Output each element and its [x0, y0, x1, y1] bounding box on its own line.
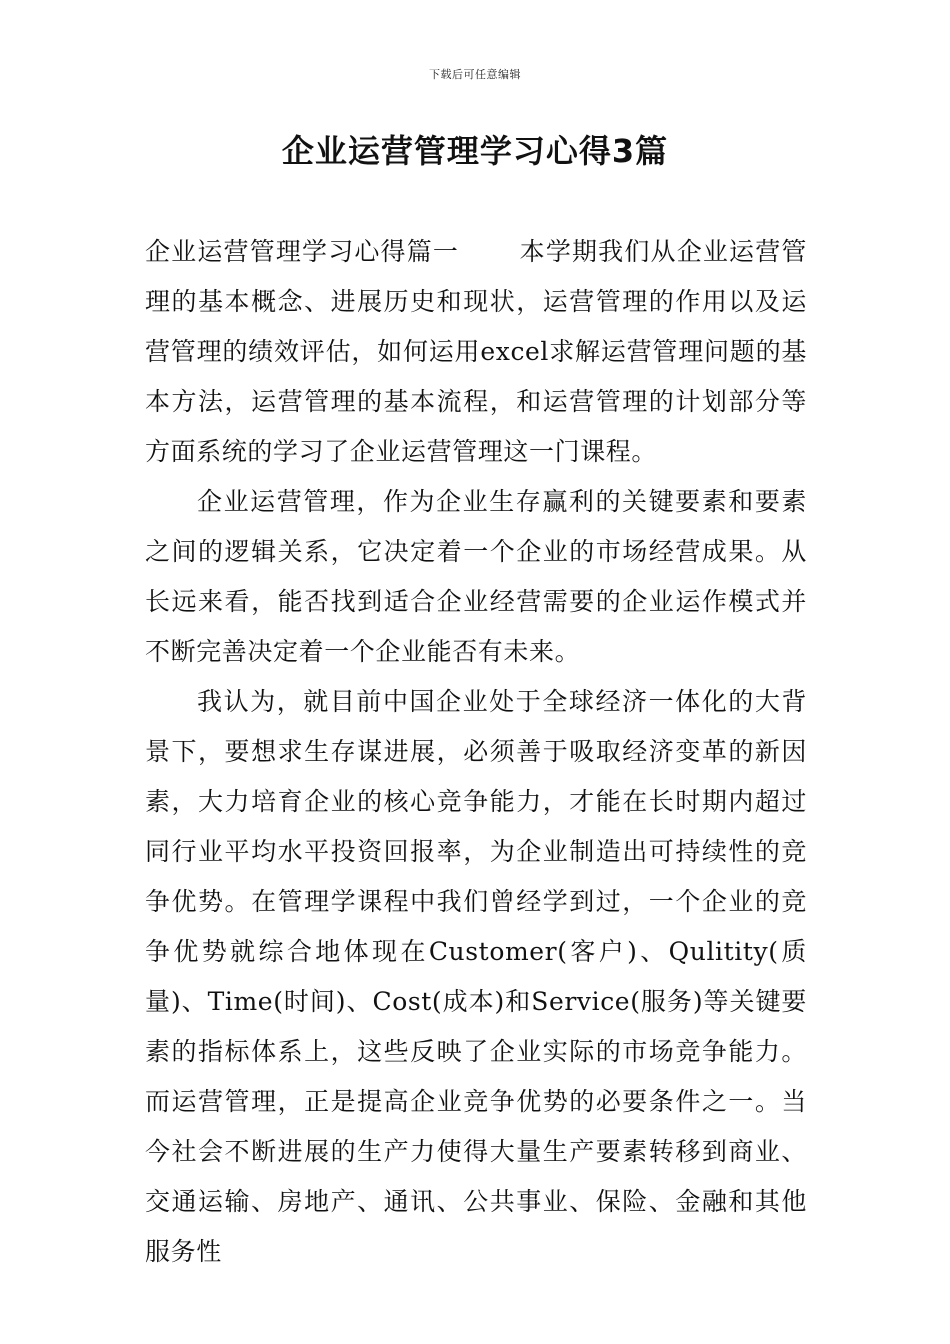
section-heading: 企业运营管理学习心得篇一: [145, 237, 460, 266]
document-title: 企业运营管理学习心得3篇: [281, 132, 669, 170]
header-note: 下载后可任意编辑: [429, 68, 521, 81]
document-body: [145, 227, 807, 1277]
paragraph-1: [145, 227, 807, 477]
paragraph-1-text: 本学期我们从企业运营管理的基本概念、进展历史和现状，运营管理的作用以及运营管理的绩效评估，如何运用excel求解运营管理问题的基本方法，运营管理的基本流程，和运营管理的计划部分等方面系统的学习了企业运营管理这一门课程。: [145, 237, 808, 466]
paragraph-3: 我认为，就目前中国企业处于全球经济一体化的大背景下，要想求生存谋进展，必须善于吸取经济变革的新因素，大力培育企业的核心竞争能力，才能在长时期内超过同行业平均水平投资回报率，为企业制造出可持续性的竞争优势。在管理学课程中我们曾经学到过，一个企业的竞争优势就综合地体现在Customer(客户)、Qulitity(质量)、Time(时间)、Cost(成本)和Service(服务)等关键要素的指标体系上，这些反映了企业实际的市场竞争能力。而运营管理，正是提高企业竞争优势的必要条件之一。当今社会不断进展的生产力使得大量生产要素转移到商业、交通运输、房地产、通讯、公共事业、保险、金融和其他服务性: [145, 687, 807, 1266]
paragraph-2: 企业运营管理，作为企业生存赢利的关键要素和要素之间的逻辑关系，它决定着一个企业的市场经营成果。从长远来看，能否找到适合企业经营需要的企业运作模式并不断完善决定着一个企业能否有未来。: [145, 487, 807, 666]
